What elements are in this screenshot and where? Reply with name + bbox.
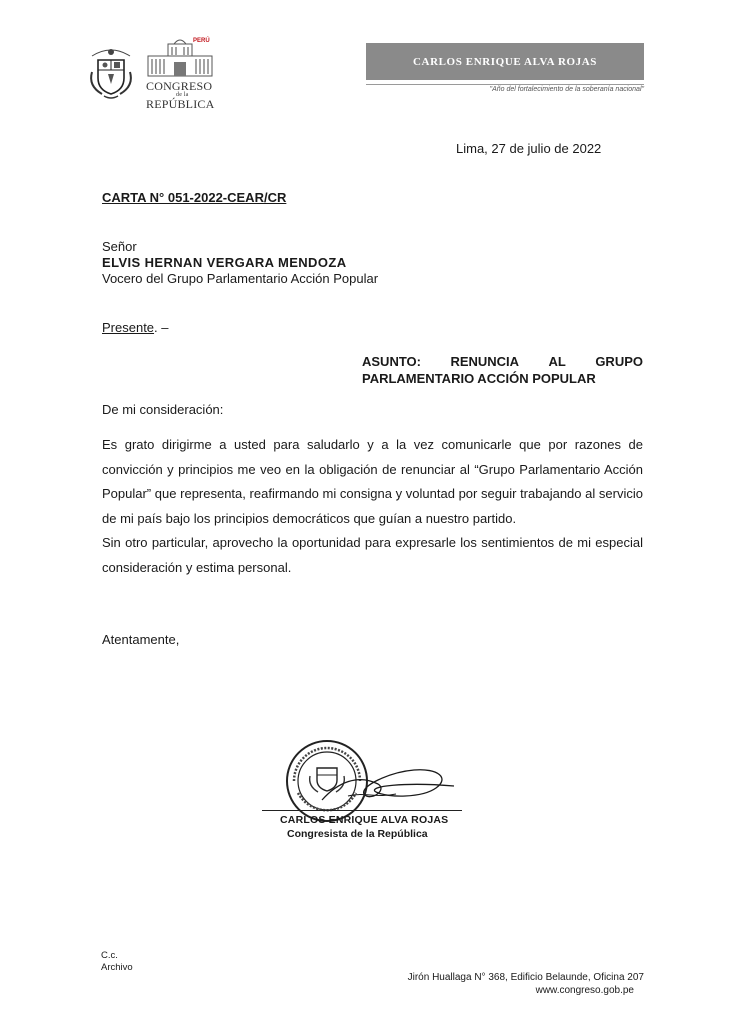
letter-reference: CARTA N° 051-2022-CEAR/CR (102, 190, 287, 205)
body-paragraph-1: Es grato dirigirme a usted para saludarlo y a la vez comunicarle que por razones de convicción y principios me veo en la obligación de renunciar al “Grupo Parlamentario Acción Popular” que representa, reafirmando mi consigna y voluntad por seguir trabajando al servicio de mi país bajo los principios democráticos que guían a nuestro partido. (102, 437, 643, 526)
recipient-block (102, 239, 378, 287)
letter-body (102, 433, 643, 580)
logo-text-republica: REPÚBLICA (146, 97, 215, 111)
banner-divider (366, 84, 644, 85)
footer-address: Jirón Huallaga N° 368, Edificio Belaunde, Oficina 207 (407, 972, 644, 983)
subject-word-1: RENUNCIA (450, 354, 520, 369)
presente-line (102, 320, 169, 335)
logo-text-de-la: de la (176, 92, 189, 98)
banner-name: CARLOS ENRIQUE ALVA ROJAS (412, 55, 598, 68)
subject-line-2: PARLAMENTARIO ACCIÓN POPULAR (362, 371, 596, 386)
name-banner (366, 43, 644, 80)
subject-word-3: GRUPO (595, 354, 643, 369)
congress-logo-text (146, 80, 214, 110)
subject-block (362, 353, 643, 387)
body-paragraph-2: Sin otro particular, aprovecho la oportunidad para expresarle los sentimientos de mi especial consideración y estima personal. (102, 535, 643, 575)
peru-tag: PERÚ (193, 38, 210, 44)
signer-title: Congresista de la República (287, 828, 428, 840)
signature-line (262, 810, 462, 811)
signer-name: CARLOS ENRIQUE ALVA ROJAS (280, 814, 449, 826)
salutation: Señor (102, 239, 137, 254)
subject-label: ASUNTO: (362, 354, 421, 369)
year-motto: "Año del fortalecimiento de la soberanía nacional" (489, 86, 644, 93)
letter-date: Lima, 27 de julio de 2022 (456, 141, 602, 156)
footer-website: www.congreso.gob.pe (535, 985, 634, 996)
handwritten-signature (318, 752, 458, 812)
cc-archivo: Archivo (101, 962, 133, 973)
recipient-role: Vocero del Grupo Parlamentario Acción Popular (102, 271, 379, 286)
presente-suffix: . – (154, 320, 169, 335)
closing: Atentamente, (102, 632, 180, 647)
greeting: De mi consideración: (102, 402, 224, 417)
cc-block (101, 950, 133, 974)
recipient-name: ELVIS HERNAN VERGARA MENDOZA (102, 255, 347, 270)
national-shield-icon (86, 42, 136, 104)
cc-label: C.c. (101, 950, 118, 961)
subject-line-1 (362, 353, 643, 370)
presente-word: Presente (102, 320, 155, 335)
subject-word-2: AL (548, 354, 566, 369)
logo-text-congreso: CONGRESO (146, 79, 213, 93)
